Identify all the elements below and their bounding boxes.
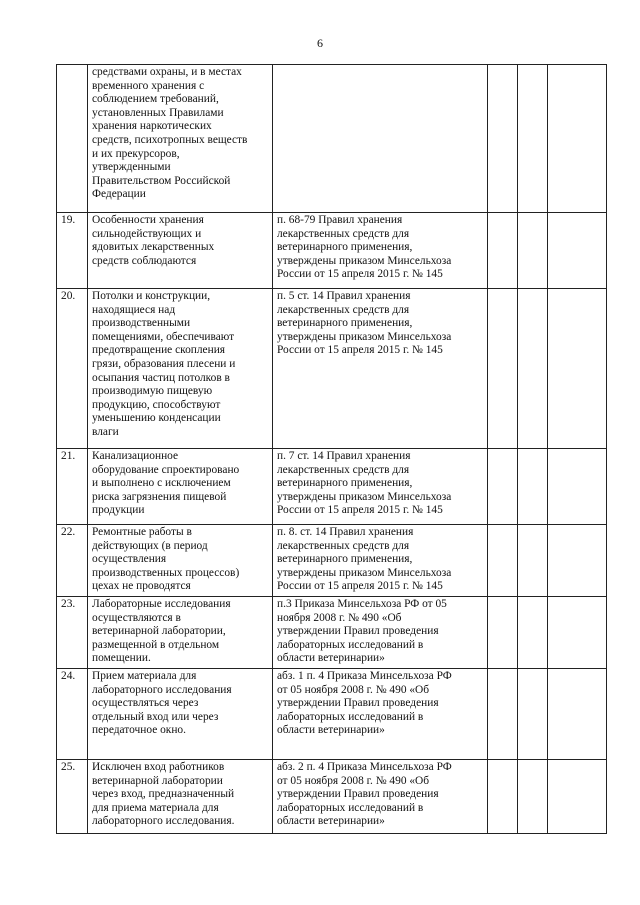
requirement-cell: Лабораторные исследования осуществляются в ветеринарной лаборатории, размещенной в отдельном помещении. [88, 597, 273, 669]
answer-yes-cell [488, 65, 518, 213]
table-row [57, 597, 607, 669]
row-number [57, 65, 88, 213]
answer-no-cell [518, 213, 548, 289]
answer-yes-cell [488, 289, 518, 449]
requirement-cell: Исключен вход работников ветеринарной лаборатории через вход, предназначенный для приема материала для лабораторного исследования. [88, 760, 273, 834]
requirement-cell: Особенности хранения сильнодействующих и ядовитых лекарственных средств соблюдаются [88, 213, 273, 289]
table-row [57, 525, 607, 597]
notes-cell [548, 449, 607, 525]
answer-yes-cell [488, 525, 518, 597]
requirement-cell: Канализационное оборудование спроектировано и выполнено с исключением риска загрязнения пищевой продукции [88, 449, 273, 525]
answer-yes-cell [488, 213, 518, 289]
row-number: 24. [57, 669, 88, 760]
answer-no-cell [518, 760, 548, 834]
checklist-table [56, 64, 607, 834]
table-row [57, 213, 607, 289]
answer-yes-cell [488, 597, 518, 669]
table-row [57, 449, 607, 525]
answer-no-cell [518, 669, 548, 760]
reference-cell: п. 7 ст. 14 Правил хранения лекарственных средств для ветеринарного применения, утверждены приказом Минсельхоза России от 15 апреля 2015 г. № 145 [273, 449, 488, 525]
row-number: 20. [57, 289, 88, 449]
reference-cell: абз. 1 п. 4 Приказа Минсельхоза РФ от 05 ноября 2008 г. № 490 «Об утверждении Правил проведения лабораторных исследований в области ветеринарии» [273, 669, 488, 760]
reference-cell: п. 68-79 Правил хранения лекарственных средств для ветеринарного применения, утверждены приказом Минсельхоза России от 15 апреля 2015 г. № 145 [273, 213, 488, 289]
row-number: 21. [57, 449, 88, 525]
row-number: 22. [57, 525, 88, 597]
table-row [57, 289, 607, 449]
answer-yes-cell [488, 449, 518, 525]
answer-no-cell [518, 597, 548, 669]
page-number: 6 [317, 36, 323, 50]
answer-yes-cell [488, 760, 518, 834]
answer-yes-cell [488, 669, 518, 760]
answer-no-cell [518, 65, 548, 213]
requirement-cell: Ремонтные работы в действующих (в период осуществления производственных процессов) цехах не проводятся [88, 525, 273, 597]
table-row [57, 669, 607, 760]
answer-no-cell [518, 525, 548, 597]
notes-cell [548, 65, 607, 213]
requirement-cell: средствами охраны, и в местах временного хранения с соблюдением требований, установленных Правилами хранения наркотических средств, психотропных веществ и их прекурсоров, утвержденными Правительством Российской Федерации [88, 65, 273, 213]
requirement-cell: Потолки и конструкции, находящиеся над производственными помещениями, обеспечивают предотвращение скопления грязи, образования плесени и осыпания частиц потолков в производимую пищевую продукцию, способствуют уменьшению конденсации влаги [88, 289, 273, 449]
row-number: 25. [57, 760, 88, 834]
reference-cell: п. 5 ст. 14 Правил хранения лекарственных средств для ветеринарного применения, утверждены приказом Минсельхоза России от 15 апреля 2015 г. № 145 [273, 289, 488, 449]
reference-cell: п. 8. ст. 14 Правил хранения лекарственных средств для ветеринарного применения, утверждены приказом Минсельхоза России от 15 апреля 2015 г. № 145 [273, 525, 488, 597]
notes-cell [548, 289, 607, 449]
notes-cell [548, 597, 607, 669]
reference-cell [273, 65, 488, 213]
notes-cell [548, 760, 607, 834]
table-row [57, 65, 607, 213]
requirement-cell: Прием материала для лабораторного исследования осуществляться через отдельный вход или через передаточное окно. [88, 669, 273, 760]
answer-no-cell [518, 449, 548, 525]
notes-cell [548, 525, 607, 597]
answer-no-cell [518, 289, 548, 449]
row-number: 19. [57, 213, 88, 289]
notes-cell [548, 669, 607, 760]
table-row [57, 760, 607, 834]
row-number: 23. [57, 597, 88, 669]
notes-cell [548, 213, 607, 289]
reference-cell: абз. 2 п. 4 Приказа Минсельхоза РФ от 05 ноября 2008 г. № 490 «Об утверждении Правил проведения лабораторных исследований в области ветеринарии» [273, 760, 488, 834]
reference-cell: п.3 Приказа Минсельхоза РФ от 05 ноября 2008 г. № 490 «Об утверждении Правил проведения лабораторных исследований в области ветеринарии» [273, 597, 488, 669]
